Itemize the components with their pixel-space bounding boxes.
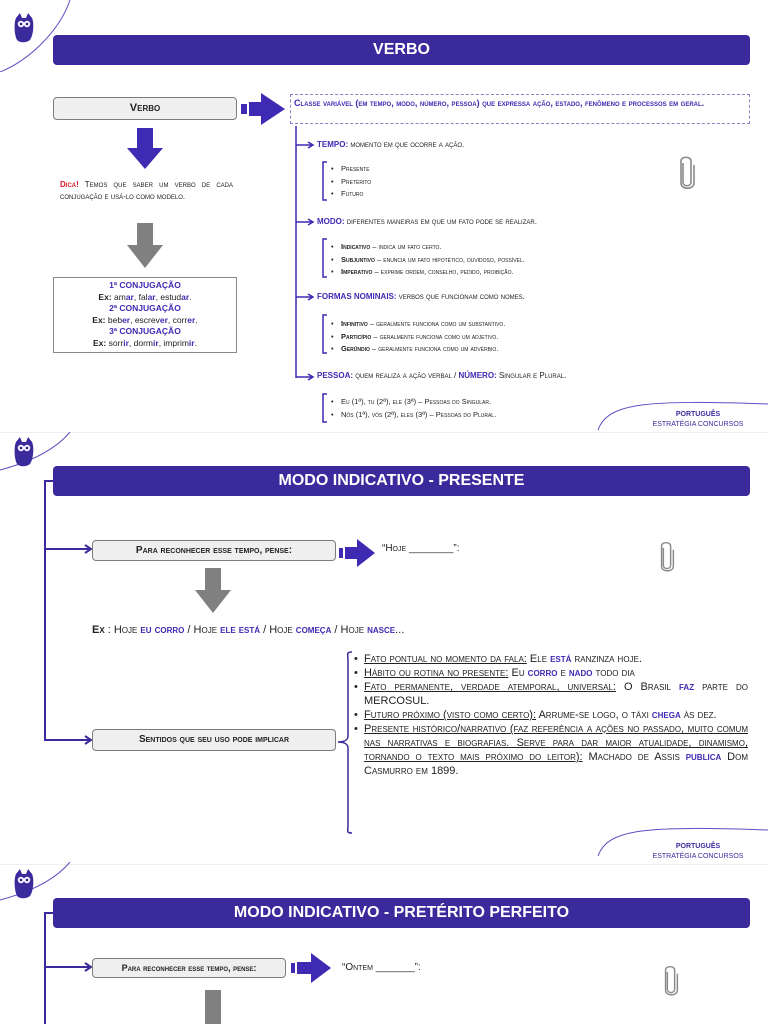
sentido-text: Fato pontual no momento da fala: bbox=[364, 653, 527, 665]
sentido-highlight: faz bbox=[678, 681, 695, 693]
right-arrow-icon bbox=[239, 90, 287, 128]
owl-logo-icon bbox=[12, 436, 36, 468]
formas-item-desc: – geralmente funciona como um advérbio. bbox=[369, 344, 499, 353]
page1-title-bar: VERBO bbox=[53, 35, 750, 65]
sentido-text: Futuro próximo (visto como certo): bbox=[364, 709, 537, 721]
example-text: / Hoje bbox=[184, 624, 221, 636]
conjugacoes-list bbox=[54, 280, 236, 349]
example-highlight: ele está bbox=[220, 624, 261, 636]
sentido-text: ranzinza hoje. bbox=[571, 653, 642, 665]
paperclip-icon bbox=[657, 540, 677, 574]
sentido-item bbox=[354, 666, 748, 680]
conjugacao-title: 2ª CONJUGAÇÃO bbox=[109, 303, 181, 313]
formas-item-term: Particípio bbox=[341, 331, 372, 341]
formas-item bbox=[331, 343, 505, 356]
sentido-text: O Brasil bbox=[615, 681, 679, 693]
sentidos-box bbox=[92, 729, 336, 751]
page3-title-bar: MODO INDICATIVO - PRETÉRITO PERFEITO bbox=[53, 898, 750, 928]
conjugacao-example-text: . bbox=[195, 314, 198, 325]
sentidos-label: Sentidos que seu uso pode implicar bbox=[138, 734, 290, 745]
formas-item-term: Infinitivo bbox=[341, 319, 368, 328]
right-arrow-icon bbox=[337, 538, 377, 568]
conjugacao-ex-label: Ex: bbox=[98, 291, 115, 302]
example-label: Ex bbox=[92, 624, 105, 636]
example-text: : Hoje bbox=[107, 624, 141, 636]
pessoa-desc: quem realiza a ação verbal / bbox=[353, 371, 459, 380]
sentido-highlight: está bbox=[550, 653, 572, 665]
modo-item-desc: – exprime ordem, conselho, pedido, proibição. bbox=[372, 267, 514, 276]
conjugacao-example-text: am bbox=[114, 291, 126, 302]
paperclip-icon bbox=[661, 964, 681, 998]
sentido-text: Fato permanente, verdade atemporal, universal: bbox=[364, 681, 616, 693]
modo-item-term: Imperativo bbox=[341, 267, 373, 276]
conjugacao-example-highlight: er bbox=[122, 314, 131, 325]
sentidos-list bbox=[354, 652, 748, 778]
page2-connector bbox=[40, 480, 100, 750]
reconhecer-label: Para reconhecer esse tempo, pense: bbox=[135, 545, 293, 556]
sentido-highlight: chega bbox=[651, 709, 681, 721]
conjugacoes-box bbox=[53, 277, 237, 353]
pessoa-label: PESSOA: bbox=[317, 371, 354, 380]
conjugacao-example-highlight: er bbox=[187, 314, 196, 325]
formas-desc: verbos que funcionam como nomes. bbox=[396, 292, 525, 301]
formas-item-desc: – geralmente funciona como um adjetivo. bbox=[371, 331, 499, 341]
example-line bbox=[92, 624, 404, 636]
footer-brand: ESTRATÉGIA CONCURSOS bbox=[652, 421, 744, 428]
conjugacao-example-highlight: ar bbox=[181, 291, 190, 302]
example-text: ... bbox=[395, 624, 405, 636]
modo-item bbox=[331, 266, 525, 279]
formas-item-term: Gerúndio bbox=[341, 344, 370, 353]
formas-topic bbox=[317, 292, 525, 301]
sentido-text: parte do MERCOSUL. bbox=[364, 681, 749, 707]
sentido-text: Ele bbox=[526, 653, 551, 665]
verbo-label: Verbo bbox=[129, 102, 161, 114]
conjugacao-example bbox=[54, 315, 236, 327]
tempo-item: • Futuro bbox=[331, 188, 371, 201]
conjugacao-ex-label: Ex: bbox=[92, 314, 108, 325]
modo-label: MODO: bbox=[317, 217, 345, 226]
down-arrow-grey-icon bbox=[194, 568, 232, 614]
owl-logo-icon bbox=[12, 12, 36, 44]
conjugacao-example-text: sorr bbox=[108, 337, 124, 348]
page2-footer bbox=[636, 842, 760, 862]
ontem-quote: “Ontem _______”: bbox=[342, 962, 421, 973]
modo-brace bbox=[320, 238, 328, 278]
sentido-text: e bbox=[557, 667, 569, 679]
conjugacao-title: 1ª CONJUGAÇÃO bbox=[109, 280, 181, 290]
sentido-item bbox=[354, 680, 748, 708]
example-text: / Hoje bbox=[260, 624, 296, 636]
numero-desc: Singular e Plural. bbox=[496, 371, 567, 380]
sentido-text: Hábito ou rotina no presente: bbox=[364, 667, 509, 679]
modo-item-desc: – enuncia um fato hipotético, duvidoso, possível. bbox=[374, 254, 525, 264]
conjugacao-title: 3ª CONJUGAÇÃO bbox=[109, 326, 181, 336]
conjugacao-example-text: . bbox=[194, 337, 197, 348]
sentido-text: Machado de Assis bbox=[582, 751, 686, 763]
tempo-brace bbox=[320, 161, 328, 201]
page-separator bbox=[0, 864, 768, 865]
modo-item bbox=[331, 241, 525, 254]
page2-title-bar: MODO INDICATIVO - PRESENTE bbox=[53, 466, 750, 496]
tempo-desc: momento em que ocorre a ação. bbox=[348, 140, 465, 149]
footer-brand: ESTRATÉGIA CONCURSOS bbox=[652, 853, 744, 860]
conjugacao-example-highlight: ar bbox=[125, 291, 134, 302]
formas-item bbox=[331, 318, 505, 331]
right-arrow-icon bbox=[289, 952, 333, 984]
tempo-list bbox=[331, 163, 371, 201]
modo-item-term: Indicativo bbox=[341, 242, 371, 251]
conjugacao-example-text: , imprim bbox=[158, 337, 189, 348]
sentido-text: todo dia bbox=[592, 667, 635, 679]
formas-item bbox=[331, 331, 505, 344]
modo-item bbox=[331, 254, 525, 267]
topics-connector bbox=[292, 126, 322, 386]
sentidos-brace bbox=[336, 650, 354, 835]
down-arrow-grey-icon bbox=[126, 223, 164, 269]
hoje-quote: “Hoje ________”: bbox=[382, 543, 460, 554]
sentido-item bbox=[354, 652, 748, 666]
pessoa-list bbox=[331, 396, 496, 421]
sentido-text: Eu bbox=[508, 667, 528, 679]
reconhecer-box-presente bbox=[92, 540, 336, 561]
sentido-item bbox=[354, 722, 748, 778]
pessoa-item: • Nós (1ª), vós (2ª), eles (3ª) – Pessoas do Plural. bbox=[331, 409, 496, 422]
formas-list bbox=[331, 318, 505, 356]
sentido-highlight: nado bbox=[568, 667, 593, 679]
modo-list bbox=[331, 241, 525, 279]
tempo-item: • Presente bbox=[331, 163, 371, 176]
page1-footer bbox=[636, 410, 760, 430]
sentido-highlight: corro bbox=[527, 667, 558, 679]
sentido-item bbox=[354, 708, 748, 722]
down-arrow-grey-icon bbox=[194, 990, 232, 1024]
conjugacao-ex-label: Ex: bbox=[93, 337, 109, 348]
sentido-highlight: publica bbox=[685, 751, 722, 763]
reconhecer-label: Para reconhecer esse tempo, pense: bbox=[121, 963, 257, 973]
conjugacao-example-text: , escrev bbox=[130, 314, 160, 325]
conjugacao-example-text: , dorm bbox=[128, 337, 154, 348]
modo-item-desc: – indica um fato certo. bbox=[370, 242, 442, 251]
conjugacao-example-highlight: er bbox=[159, 314, 168, 325]
footer-subject: PORTUGUÊS bbox=[675, 411, 721, 418]
modo-topic bbox=[317, 217, 537, 226]
verbo-definition: Classe variável (em tempo, modo, número, pessoa) que expressa ação, estado, fenômeno e processos em geral. bbox=[290, 94, 750, 124]
pessoa-item: • Eu (1ª), tu (2ª), ele (3ª) – Pessoas do Singular. bbox=[331, 396, 496, 409]
down-arrow-purple-icon bbox=[126, 128, 164, 170]
tempo-label: TEMPO: bbox=[317, 140, 349, 149]
conjugacao-example-highlight: ir bbox=[153, 337, 159, 348]
reconhecer-box-preterito bbox=[92, 958, 286, 978]
formas-brace bbox=[320, 314, 328, 354]
sentido-text: Arrume-se logo, o táxi bbox=[536, 709, 652, 721]
example-highlight: nasce bbox=[367, 624, 396, 636]
dica-note bbox=[60, 179, 233, 203]
pessoa-brace bbox=[320, 393, 328, 423]
conjugacao-example-text: , estud bbox=[155, 291, 182, 302]
page3-connector bbox=[40, 912, 100, 1024]
conjugacao-example-text: . bbox=[189, 291, 192, 302]
verbo-label-box bbox=[53, 97, 237, 120]
example-highlight: começa bbox=[295, 624, 332, 636]
modo-desc: diferentes maneiras em que um fato pode se realizar. bbox=[344, 217, 537, 226]
example-text: / Hoje bbox=[331, 624, 368, 636]
formas-label: FORMAS NOMINAIS: bbox=[317, 292, 397, 301]
conjugacao-example-highlight: ir bbox=[188, 337, 195, 348]
conjugacao-example-text: beb bbox=[107, 314, 123, 325]
conjugacao-example-highlight: ir bbox=[123, 337, 129, 348]
pessoa-topic bbox=[317, 371, 566, 380]
conjugacao-example bbox=[54, 338, 236, 350]
formas-item-desc: – geralmente funciona como um substantivo. bbox=[367, 319, 506, 328]
conjugacao-example bbox=[54, 292, 236, 304]
tempo-item: • Pretérito bbox=[331, 176, 371, 189]
sentido-text: às dez. bbox=[680, 709, 717, 721]
modo-item-term: Subjuntivo bbox=[341, 254, 375, 264]
numero-label: NÚMERO: bbox=[458, 371, 497, 380]
example-highlight: eu corro bbox=[140, 624, 185, 636]
dica-text: Temos que saber um verbo de cada conjugação e usá-lo como modelo. bbox=[60, 180, 233, 201]
tempo-topic bbox=[317, 140, 464, 149]
dica-prefix: Dica! bbox=[60, 180, 79, 189]
sentido-text: Presente histórico/narrativo (faz referência a ações no passado, muito comum nas narrativas e biografias. Serve para dar maior atualidade, dinamismo, tornando o texto mais próximo do leitor): bbox=[364, 723, 748, 763]
conjugacao-example-highlight: ar bbox=[147, 291, 156, 302]
conjugacao-example-text: , fal bbox=[133, 291, 148, 302]
footer-subject: PORTUGUÊS bbox=[675, 843, 721, 850]
conjugacao-example-text: , corr bbox=[167, 314, 188, 325]
page-separator bbox=[0, 432, 768, 433]
paperclip-icon bbox=[676, 155, 698, 191]
owl-logo-icon bbox=[12, 868, 36, 900]
sentido-text: Dom Casmurro em 1899. bbox=[364, 751, 748, 777]
